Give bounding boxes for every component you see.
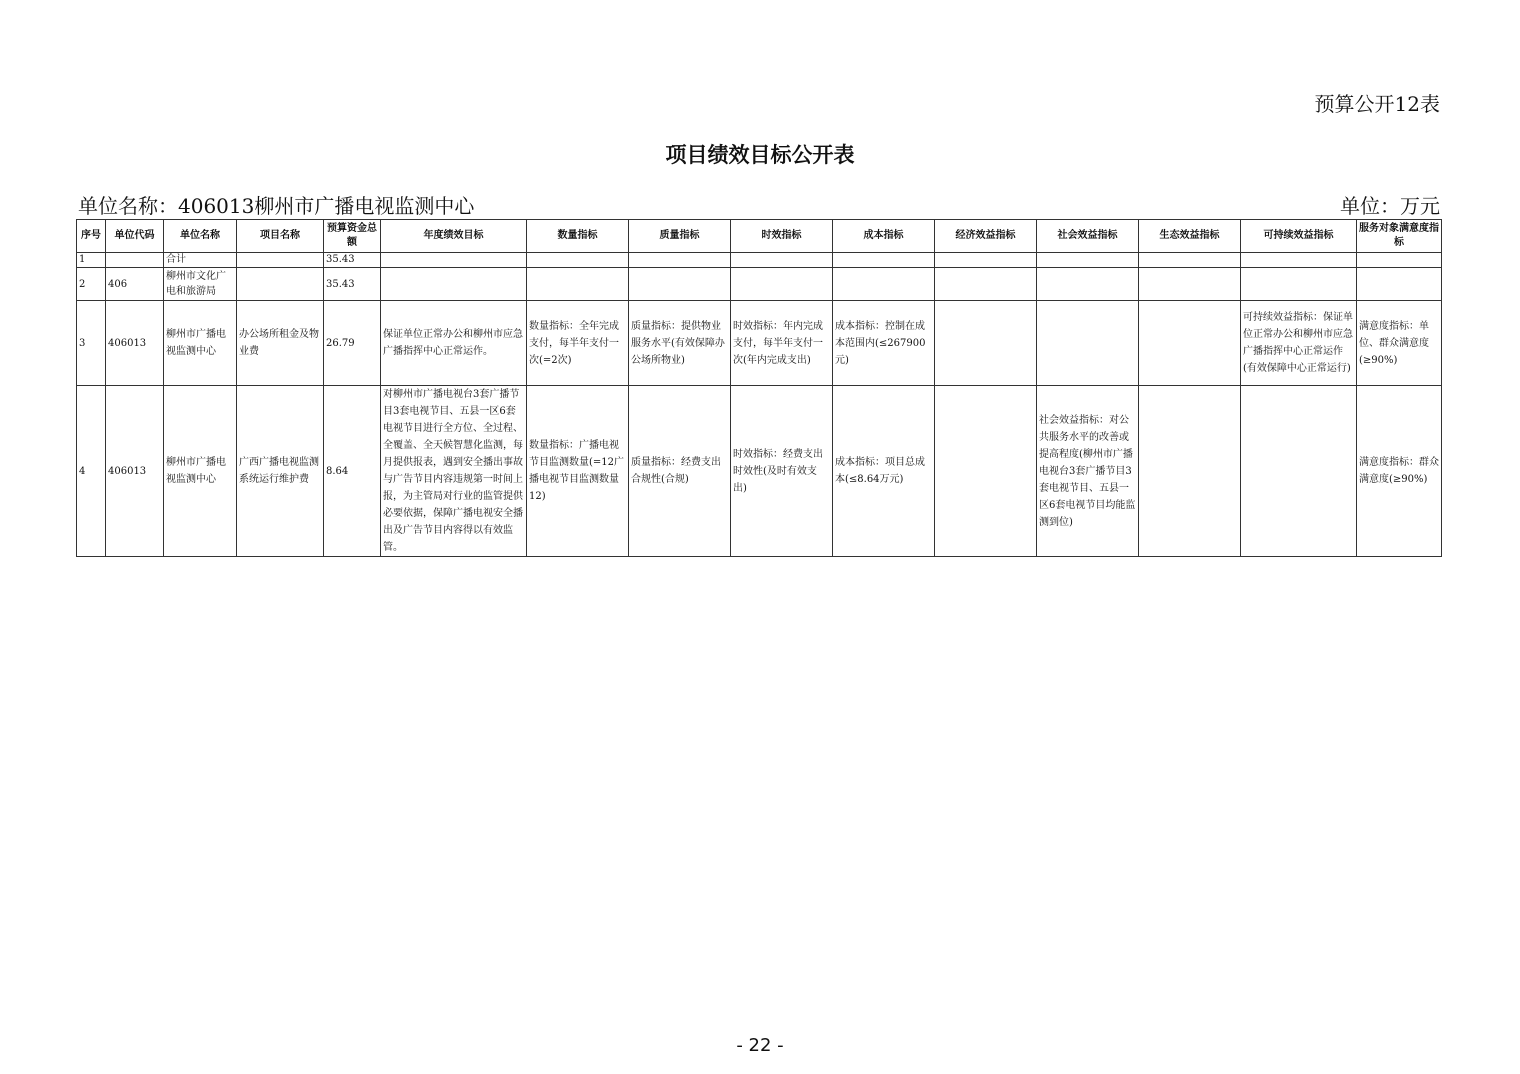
header-timeliness: 时效指标 [731,220,833,253]
table-row [77,301,1442,386]
cell-code [106,253,164,268]
header-social: 社会效益指标 [1037,220,1139,253]
cell-sustainable: 可持续效益指标：保证单位正常办公和柳州市应急广播指挥中心正常运作(有效保障中心正常运行) [1241,301,1357,386]
table-row [77,268,1442,301]
unit-name: 单位名称：406013柳州市广播电视监测中心 [78,194,475,218]
cell-satisfaction: 满意度指标：群众满意度(≥90%) [1357,386,1442,557]
header-cost: 成本指标 [833,220,935,253]
header-unit-name: 单位名称 [164,220,237,253]
header-quantity: 数量指标 [527,220,629,253]
cell-goal: 保证单位正常办公和柳州市应急广播指挥中心正常运作。 [381,301,527,386]
cell-economic [935,268,1037,301]
cell-satisfaction [1357,268,1442,301]
cell-unit: 柳州市文化广电和旅游局 [164,268,237,301]
cell-cost [833,268,935,301]
cell-timeliness: 时效指标：年内完成支付，每半年支付一次(年内完成支出) [731,301,833,386]
cell-seq: 2 [77,268,106,301]
cell-timeliness [731,268,833,301]
cell-timeliness: 时效指标：经费支出时效性(及时有效支出) [731,386,833,557]
header-annual-goal: 年度绩效目标 [381,220,527,253]
cell-satisfaction [1357,253,1442,268]
cell-amount: 35.43 [324,268,381,301]
header-project-name: 项目名称 [237,220,324,253]
cell-project [237,253,324,268]
cell-sustainable [1241,253,1357,268]
cell-social [1037,301,1139,386]
header-seq: 序号 [77,220,106,253]
page-title: 项目绩效目标公开表 [665,143,855,167]
cell-quality [629,253,731,268]
cell-project: 广西广播电视监测系统运行维护费 [237,386,324,557]
cell-cost: 成本指标：控制在成本范围内(≤267900元) [833,301,935,386]
cell-unit: 柳州市广播电视监测中心 [164,386,237,557]
cell-seq: 4 [77,386,106,557]
table-row [77,253,1442,268]
page-number: - 22 - [736,1035,784,1056]
cell-unit: 柳州市广播电视监测中心 [164,301,237,386]
cell-goal [381,253,527,268]
cell-quantity [527,268,629,301]
header-quality: 质量指标 [629,220,731,253]
header-unit-code: 单位代码 [106,220,164,253]
cell-code: 406013 [106,386,164,557]
cell-sustainable [1241,268,1357,301]
form-number: 预算公开12表 [1314,92,1440,116]
cell-amount: 8.64 [324,386,381,557]
cell-unit: 合计 [164,253,237,268]
cell-quantity: 数量指标：全年完成支付，每半年支付一次(=2次) [527,301,629,386]
cell-ecological [1139,386,1241,557]
cell-quality [629,268,731,301]
header-budget-total: 预算资金总额 [324,220,381,253]
cell-project [237,268,324,301]
cell-satisfaction: 满意度指标：单位、群众满意度(≥90%) [1357,301,1442,386]
cell-amount: 26.79 [324,301,381,386]
cell-amount: 35.43 [324,253,381,268]
cell-ecological [1139,301,1241,386]
cell-cost: 成本指标：项目总成本(≤8.64万元) [833,386,935,557]
cell-ecological [1139,268,1241,301]
cell-social [1037,268,1139,301]
table-header-row [77,220,1442,253]
cell-quantity: 数量指标：广播电视节目监测数量(=12广播电视节目监测数量12) [527,386,629,557]
header-sustainable: 可持续效益指标 [1241,220,1357,253]
cell-social [1037,253,1139,268]
cell-quality: 质量指标：经费支出合规性(合规) [629,386,731,557]
header-economic: 经济效益指标 [935,220,1037,253]
cell-ecological [1139,253,1241,268]
cell-quality: 质量指标：提供物业服务水平(有效保障办公场所物业) [629,301,731,386]
table-row [77,386,1442,557]
cell-economic [935,301,1037,386]
cell-sustainable [1241,386,1357,557]
cell-economic [935,253,1037,268]
cell-quantity [527,253,629,268]
cell-cost [833,253,935,268]
currency-unit: 单位：万元 [1340,194,1440,218]
cell-goal [381,268,527,301]
performance-table [76,219,1442,557]
cell-seq: 1 [77,253,106,268]
cell-code: 406013 [106,301,164,386]
cell-economic [935,386,1037,557]
cell-project: 办公场所租金及物业费 [237,301,324,386]
header-ecological: 生态效益指标 [1139,220,1241,253]
cell-goal: 对柳州市广播电视台3套广播节目3套电视节目、五县一区6套电视节目进行全方位、全过程、全覆盖、全天候智慧化监测，每月提供报表，遇到安全播出事故与广告节目内容违规第一时间上报，为主管局对行业的监管提供必要依据，保障广播电视安全播出及广告节目内容得以有效监管。 [381,386,527,557]
cell-code: 406 [106,268,164,301]
cell-social: 社会效益指标：对公共服务水平的改善或提高程度(柳州市广播电视台3套广播节目3套电视节目、五县一区6套电视节目均能监测到位) [1037,386,1139,557]
header-satisfaction: 服务对象满意度指标 [1357,220,1442,253]
cell-seq: 3 [77,301,106,386]
cell-timeliness [731,253,833,268]
